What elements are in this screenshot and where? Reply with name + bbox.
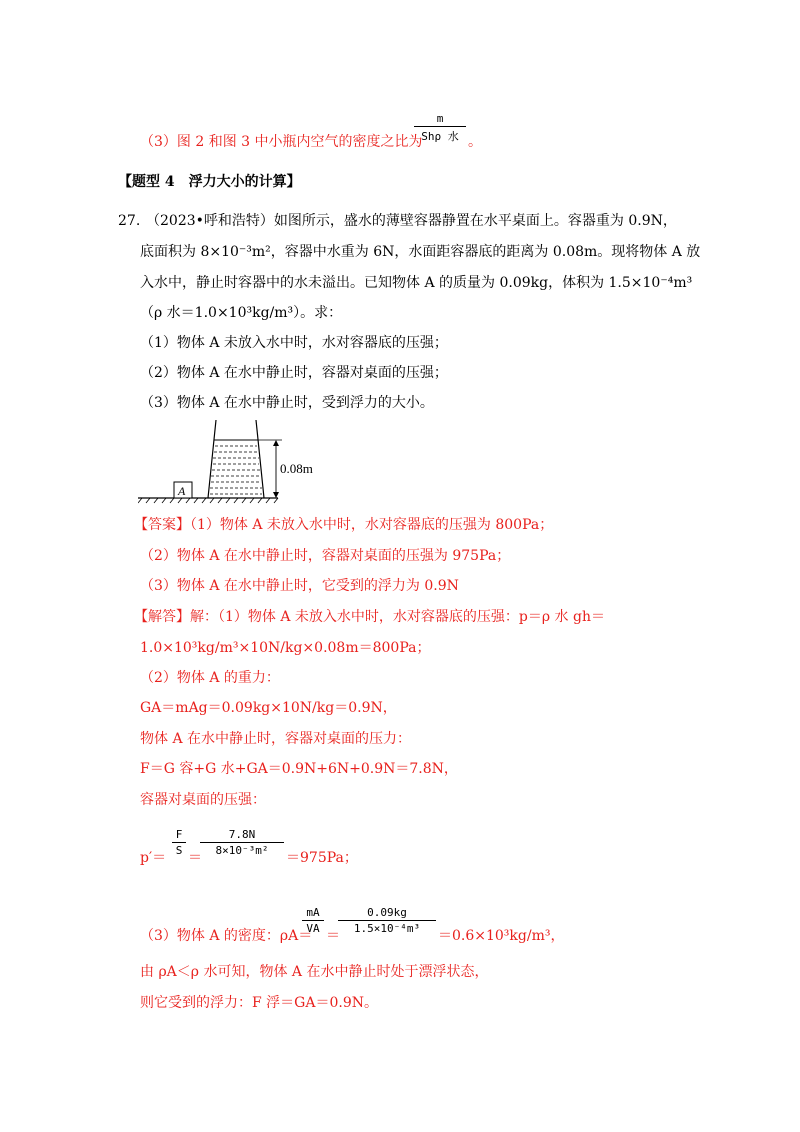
density-equals: ＝ <box>326 928 340 944</box>
pressure-fraction-1 <box>172 828 186 857</box>
solution-line-8: 由 ρA＜ρ 水可知，物体 A 在水中静止时处于漂浮状态， <box>140 964 489 980</box>
solution-line-6: F＝G 容+G 水+GA＝0.9N+6N+0.9N＝7.8N， <box>140 761 458 777</box>
question-line-2: 底面积为 8×10⁻³m²，容器中水重为 6N，水面距容器底的距离为 0.08m。现将物体 A 放 <box>140 244 701 260</box>
question-sub-1: （1）物体 A 未放入水中时，水对容器底的压强； <box>140 335 448 351</box>
fraction-bar <box>302 920 324 921</box>
solution-line-9: 则它受到的浮力：F 浮＝GA＝0.9N。 <box>140 995 378 1011</box>
fraction-denominator: 8×10⁻³m² <box>215 844 269 857</box>
fraction-bar <box>338 920 436 921</box>
pressure-equals: ＝ <box>188 850 202 866</box>
container-right-wall <box>256 420 264 498</box>
solution-line-7: 容器对桌面的压强： <box>140 792 266 808</box>
pressure-fraction-2 <box>200 828 284 857</box>
density-prefix: （3）物体 A 的密度：ρA＝ <box>140 928 313 944</box>
fraction-numerator: 7.8N <box>228 828 256 841</box>
fraction-numerator: F <box>175 828 183 841</box>
solution-line-2: 1.0×10³kg/m³×10N/kg×0.08m＝800Pa； <box>140 640 431 656</box>
answer-line-3: （3）物体 A 在水中静止时，它受到的浮力为 0.9N <box>140 578 459 594</box>
solution-line-1: 【解答】解：（1）物体 A 未放入水中时，水对容器底的压强：p＝ρ 水 gh＝ <box>134 609 605 625</box>
q26-part3-fraction <box>414 112 466 144</box>
question-line-4: （ρ 水＝1.0×10³kg/m³）。求： <box>140 305 343 321</box>
fraction-bar <box>414 126 466 127</box>
fraction-bar <box>172 842 186 843</box>
density-fraction-1 <box>302 906 324 935</box>
fraction-bar <box>200 842 284 843</box>
pressure-prefix: p′＝ <box>140 850 167 866</box>
answer-line-1: 【答案】（1）物体 A 未放入水中时，水对容器底的压强为 800Pa； <box>134 517 554 533</box>
block-label: A <box>178 484 186 498</box>
density-fraction-2 <box>338 906 436 935</box>
q26-part3-text <box>140 132 423 152</box>
question-line-3: 入水中，静止时容器中的水未溢出。已知物体 A 的质量为 0.09kg，体积为 1.5×10⁻⁴m³ <box>140 275 693 291</box>
table-hatching <box>138 498 278 503</box>
question-number: 27. <box>118 213 141 229</box>
solution-line-3: （2）物体 A 的重力： <box>140 670 280 686</box>
container-left-wall <box>208 420 216 498</box>
solution-line-5: 物体 A 在水中静止时，容器对桌面的压力： <box>140 731 412 747</box>
q26-part3-suffix: 。 <box>468 134 482 150</box>
answer-line-2: （2）物体 A 在水中静止时，容器对桌面的压强为 975Pa； <box>140 548 511 564</box>
arrow-down-icon <box>273 492 279 498</box>
water-body <box>210 446 262 494</box>
fraction-denominator: S <box>175 844 183 857</box>
fraction-numerator: 0.09kg <box>367 906 407 919</box>
fraction-numerator: m <box>436 112 444 125</box>
pressure-result: ＝975Pa； <box>286 850 358 866</box>
question-line-1: （2023•呼和浩特）如图所示，盛水的薄壁容器静置在水平桌面上。容器重为 0.9N， <box>146 213 677 229</box>
section-title: 【题型 4 浮力大小的计算】 <box>118 174 301 190</box>
fraction-denominator: Shρ 水 <box>421 130 459 143</box>
question-sub-2: （2）物体 A 在水中静止时，容器对桌面的压强； <box>140 365 448 381</box>
density-result: ＝0.6×10³kg/m³， <box>438 928 565 944</box>
arrow-up-icon <box>273 440 279 446</box>
fraction-numerator: mA <box>306 906 320 919</box>
height-label: 0.08m <box>280 461 313 476</box>
question-sub-3: （3）物体 A 在水中静止时，受到浮力的大小。 <box>140 395 434 411</box>
container-figure <box>138 418 338 510</box>
solution-line-4: GA＝mAg＝0.09kg×10N/kg＝0.9N， <box>140 700 397 716</box>
fraction-denominator: 1.5×10⁻⁴m³ <box>353 922 421 935</box>
fraction-denominator: VA <box>306 922 320 935</box>
q26-part3-prefix: （3）图 2 和图 3 中小瓶内空气的密度之比为 <box>140 134 423 150</box>
